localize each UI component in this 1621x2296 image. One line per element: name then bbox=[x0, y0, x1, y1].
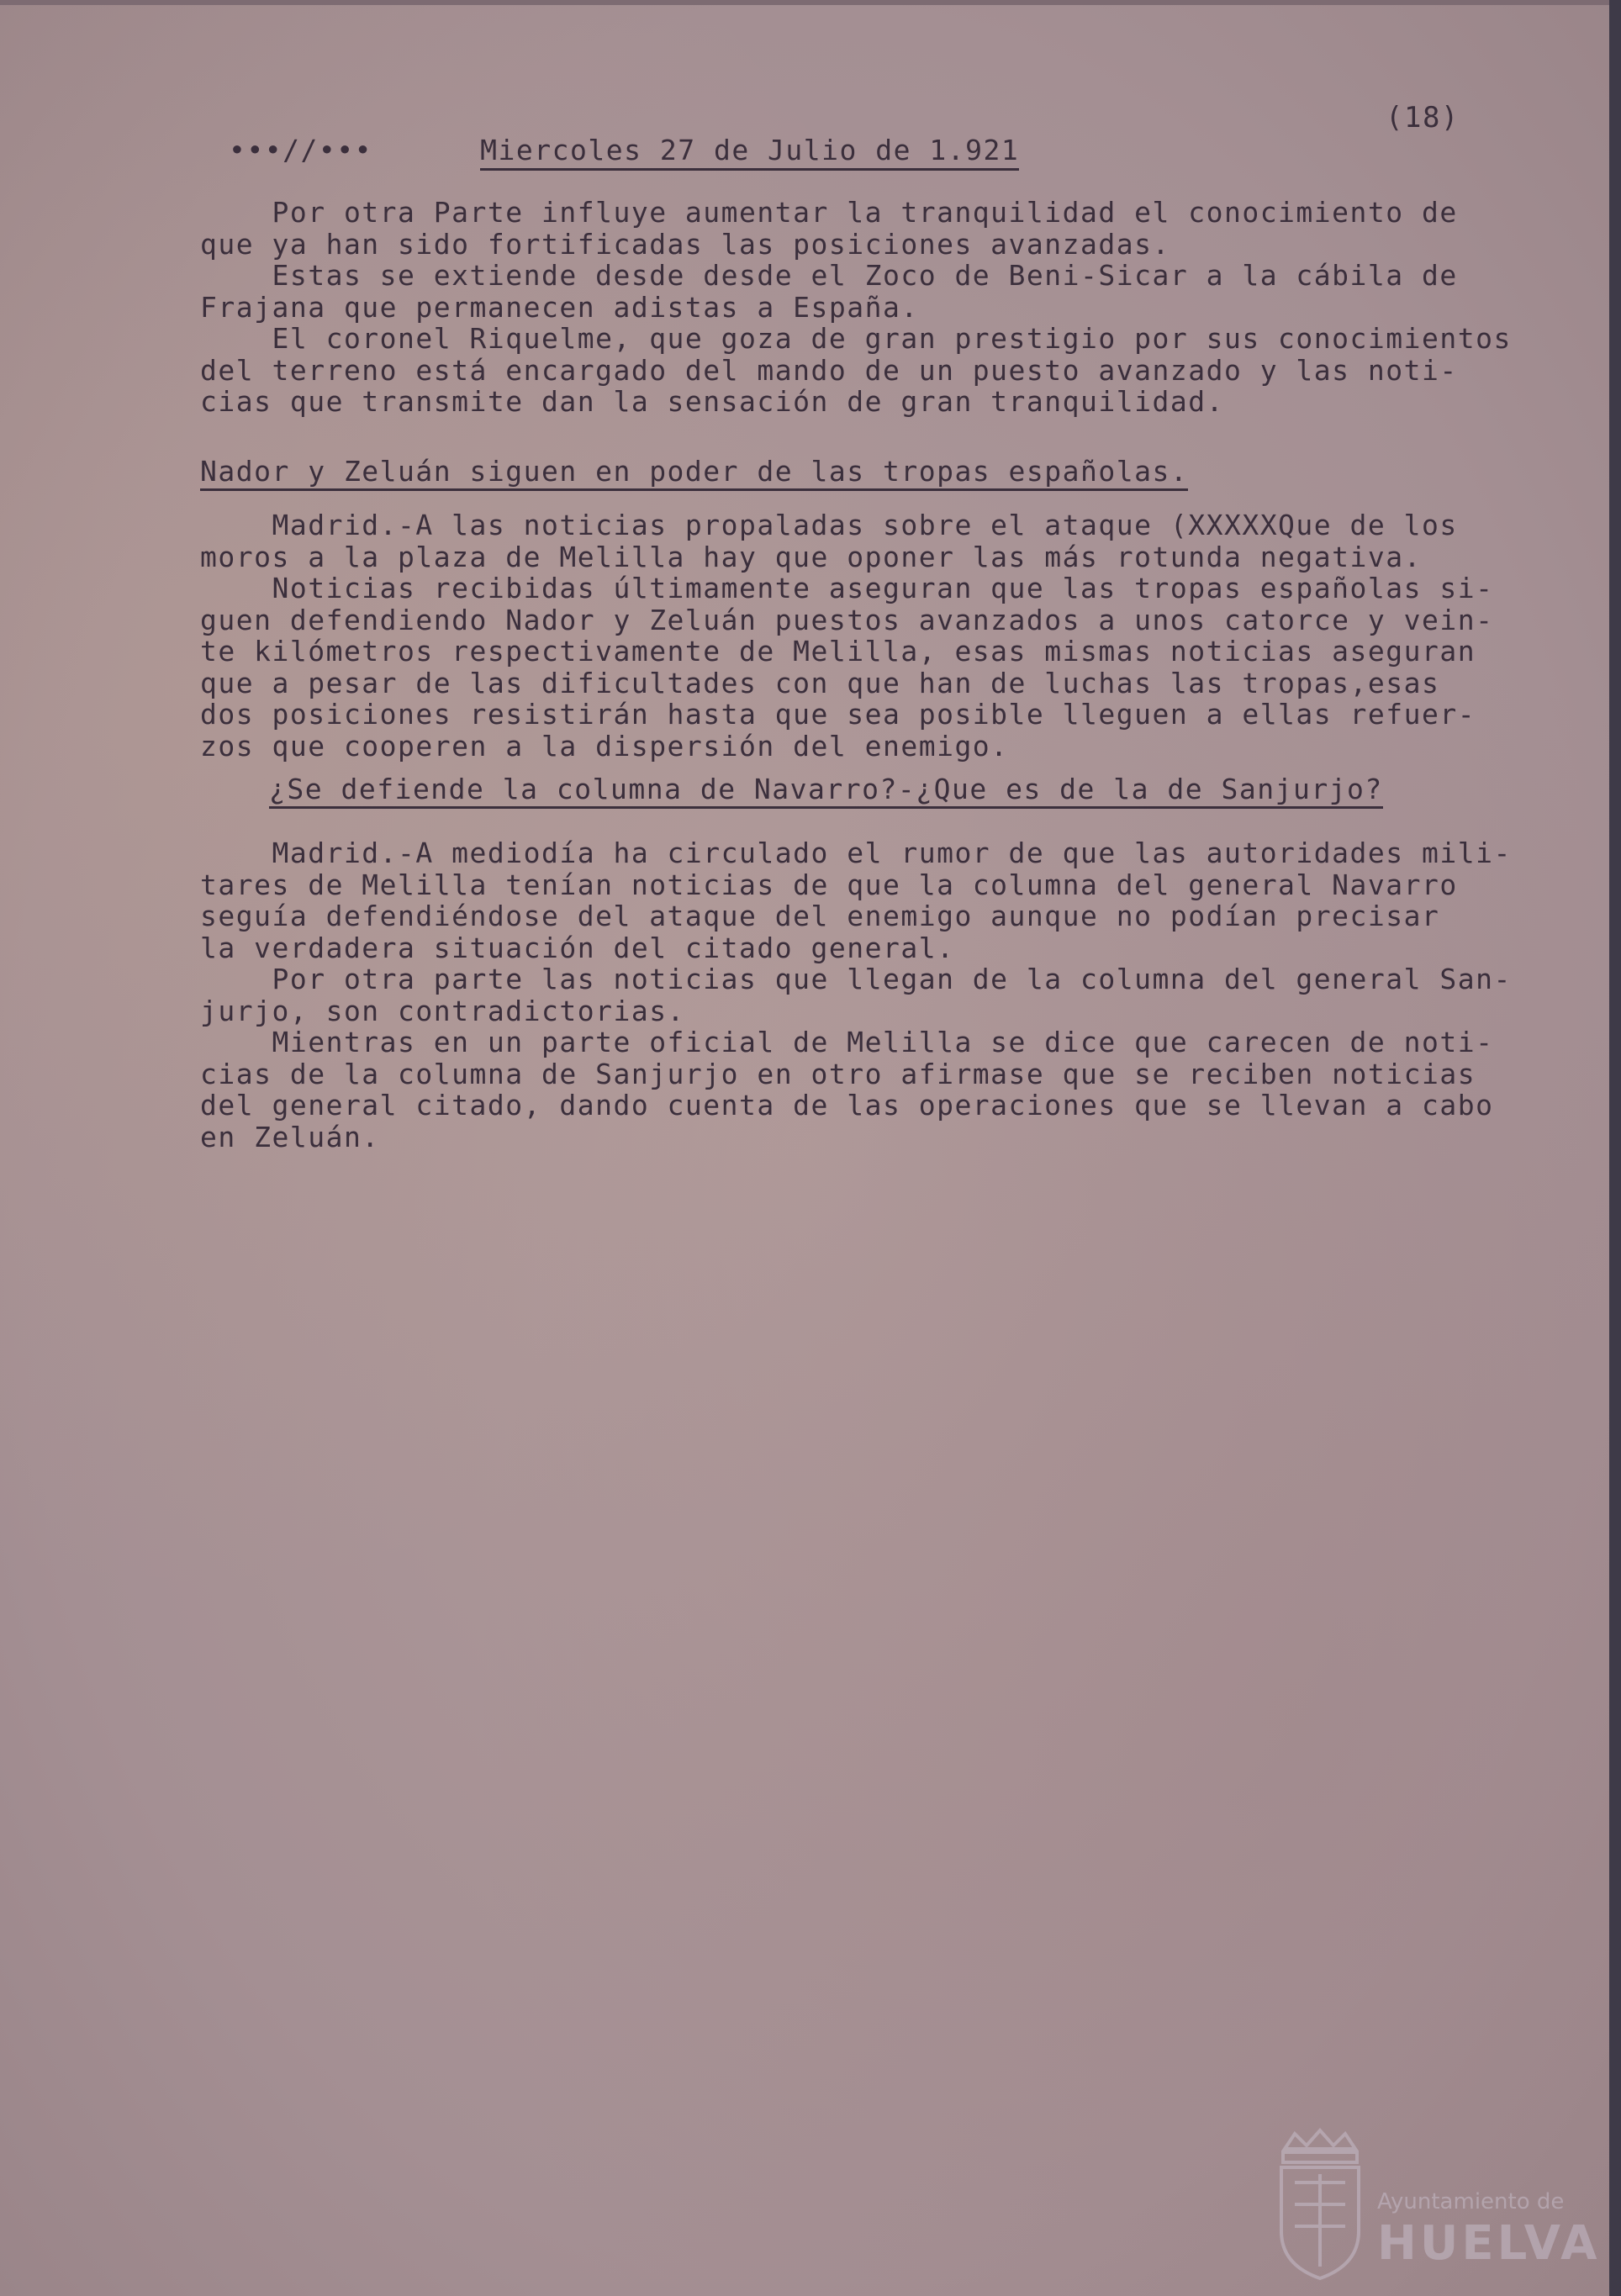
paragraph-block-3: Madrid.-A mediodía ha circulado el rumor de que las autoridades mili- tares de Melilla tenían noticias de que la columna del general Navarro seguía defendiéndose del ataque del enemigo aunque no podían precisar la verdadera situación del citado general. Por otra parte las noticias que llegan de la columna del general San- jurjo, son contradictorias. Mientras en un parte oficial de Melilla se dice que carecen de noti- cias de la columna de Sanjurjo en otro afirmase que se reciben noticias del general citado, dando cuenta de las operaciones que se llevan a cabo en Zeluán. bbox=[200, 837, 1512, 1153]
document-header bbox=[229, 135, 1019, 171]
header-prefix: •••//••• bbox=[229, 134, 372, 166]
watermark-large-text: HUELVA bbox=[1377, 2216, 1601, 2271]
watermark-small-text: Ayuntamiento de bbox=[1377, 2189, 1565, 2214]
scan-edge-top bbox=[0, 0, 1621, 5]
subheading-nador-zeluan bbox=[200, 456, 1188, 491]
date-title: Miercoles 27 de Julio de 1.921 bbox=[480, 135, 1019, 171]
paragraph-block-2: Madrid.-A las noticias propaladas sobre el ataque (XXXXXQue de los moros a la plaza de Melilla hay que oponer las más rotunda negativa. Noticias recibidas últimamente aseguran que las tropas españolas si- guen defendiendo Nador y Zeluán puestos avanzados a unos catorce y vein- te kilómetros respectivamente de Melilla, esas mismas noticias aseguran que a pesar de las dificultades con que han de luchas las tropas,esas dos posiciones resistirán hasta que sea posible lleguen a ellas refuer- zos que cooperen a la dispersión del enemigo. bbox=[200, 509, 1494, 763]
scan-edge-right bbox=[1609, 0, 1621, 2296]
subheading-navarro-sanjurjo bbox=[269, 773, 1383, 809]
page-number: (18) bbox=[1386, 101, 1460, 135]
huelva-watermark bbox=[1270, 2124, 1601, 2292]
paragraph-block-1: Por otra Parte influye aumentar la tranquilidad el conocimiento de que ya han sido fortificadas las posiciones avanzadas. Estas se extiende desde desde el Zoco de Beni-Sicar a la cábila de Frajana que permanecen adistas a España. El coronel Riquelme, que goza de gran prestigio por sus conocimientos del terreno está encargado del mando de un puesto avanzado y las noti- cias que transmite dan la sensación de gran tranquilidad. bbox=[200, 196, 1512, 418]
subheading-1-text: Nador y Zeluán siguen en poder de las tropas españolas. bbox=[200, 456, 1188, 491]
subheading-2-text: ¿Se defiende la columna de Navarro?-¿Que es de la de Sanjurjo? bbox=[269, 773, 1383, 809]
crest-icon bbox=[1270, 2124, 1370, 2283]
